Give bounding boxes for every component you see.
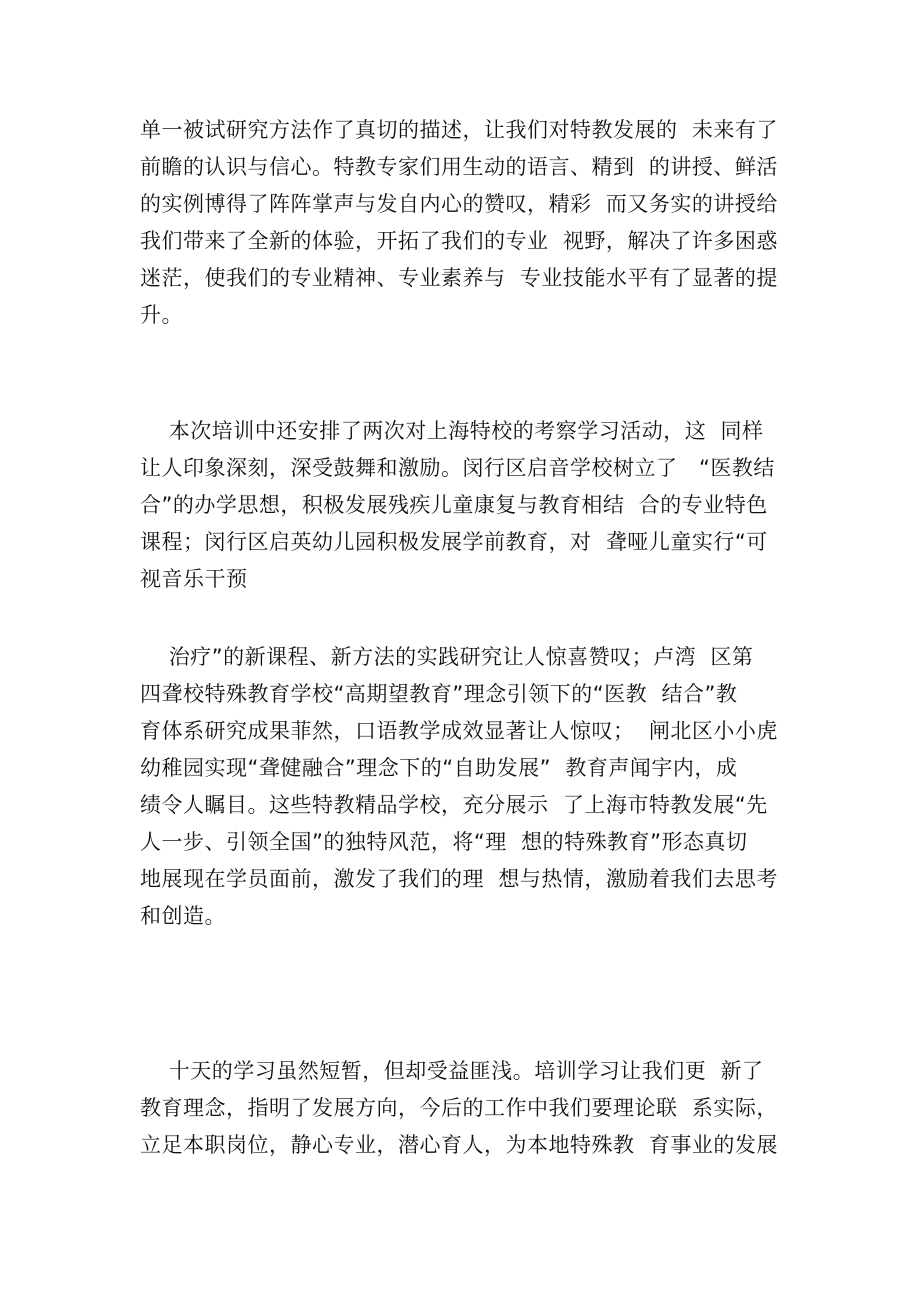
paragraph-line: 单一被试研究方法作了真切的描述，让我们对特教发展的 未来有了 xyxy=(140,118,778,142)
paragraph-line: 视音乐干预 xyxy=(140,567,248,591)
paragraph-4 xyxy=(140,1053,790,1164)
paragraph-line: 十天的学习虽然短暂，但却受益匪浅。培训学习让我们更 新了 xyxy=(140,1059,764,1083)
paragraph-line: 绩令人瞩目。这些特教精品学校，充分展示 了上海市特教发展“先 xyxy=(140,793,768,817)
paragraph-line: 地展现在学员面前，激发了我们的理 想与热情，激励着我们去思考 xyxy=(140,867,778,891)
paragraph-line: 我们带来了全新的体验，开拓了我们的专业 视野，解决了许多困惑 xyxy=(140,229,778,253)
paragraph-line: 和创造。 xyxy=(140,904,226,928)
paragraph-line: 幼稚园实现“聋健融合”理念下的“自助发展” 教育声闻宇内，成 xyxy=(140,756,738,780)
paragraph-1 xyxy=(140,112,790,334)
paragraph-line: 前瞻的认识与信心。特教专家们用生动的语言、精到 的讲授、鲜活 xyxy=(140,155,778,179)
paragraph-line: 四聋校特殊教育学校“高期望教育”理念引领下的“医教 结合”教 xyxy=(140,682,738,706)
paragraph-line: 的实例博得了阵阵掌声与发自内心的赞叹，精彩 而又务实的讲授给 xyxy=(140,192,778,216)
paragraph-line: 让人印象深刻，深受鼓舞和激励。闵行区启音学校树立了 “医教结 xyxy=(140,456,775,480)
paragraph-line: 本次培训中还安排了两次对上海特校的考察学习活动，这 同样 xyxy=(140,419,764,443)
paragraph-line: 合”的办学思想，积极发展残疾儿童康复与教育相结 合的专业特色 xyxy=(140,493,768,517)
paragraph-line: 育体系研究成果菲然，口语教学成效显著让人惊叹； 闸北区小小虎 xyxy=(140,719,778,743)
paragraph-2 xyxy=(140,413,790,598)
paragraph-line: 立足本职岗位，静心专业，潜心育人，为本地特殊教 育事业的发展 xyxy=(140,1133,778,1157)
paragraph-line: 教育理念，指明了发展方向，今后的工作中我们要理论联 系实际， xyxy=(140,1096,778,1120)
paragraph-line: 迷茫，使我们的专业精神、专业素养与 专业技能水平有了显著的提 xyxy=(140,266,778,290)
paragraph-line: 升。 xyxy=(140,303,183,327)
paragraph-line: 人一步、引领全国”的独特风范，将“理 想的特殊教育”形态真切 xyxy=(140,830,748,854)
paragraph-3 xyxy=(140,639,790,935)
paragraph-line: 治疗”的新课程、新方法的实践研究让人惊喜赞叹；卢湾 区第 xyxy=(140,645,754,669)
paragraph-line: 课程；闵行区启英幼儿园积极发展学前教育，对 聋哑儿童实行“可 xyxy=(140,530,768,554)
